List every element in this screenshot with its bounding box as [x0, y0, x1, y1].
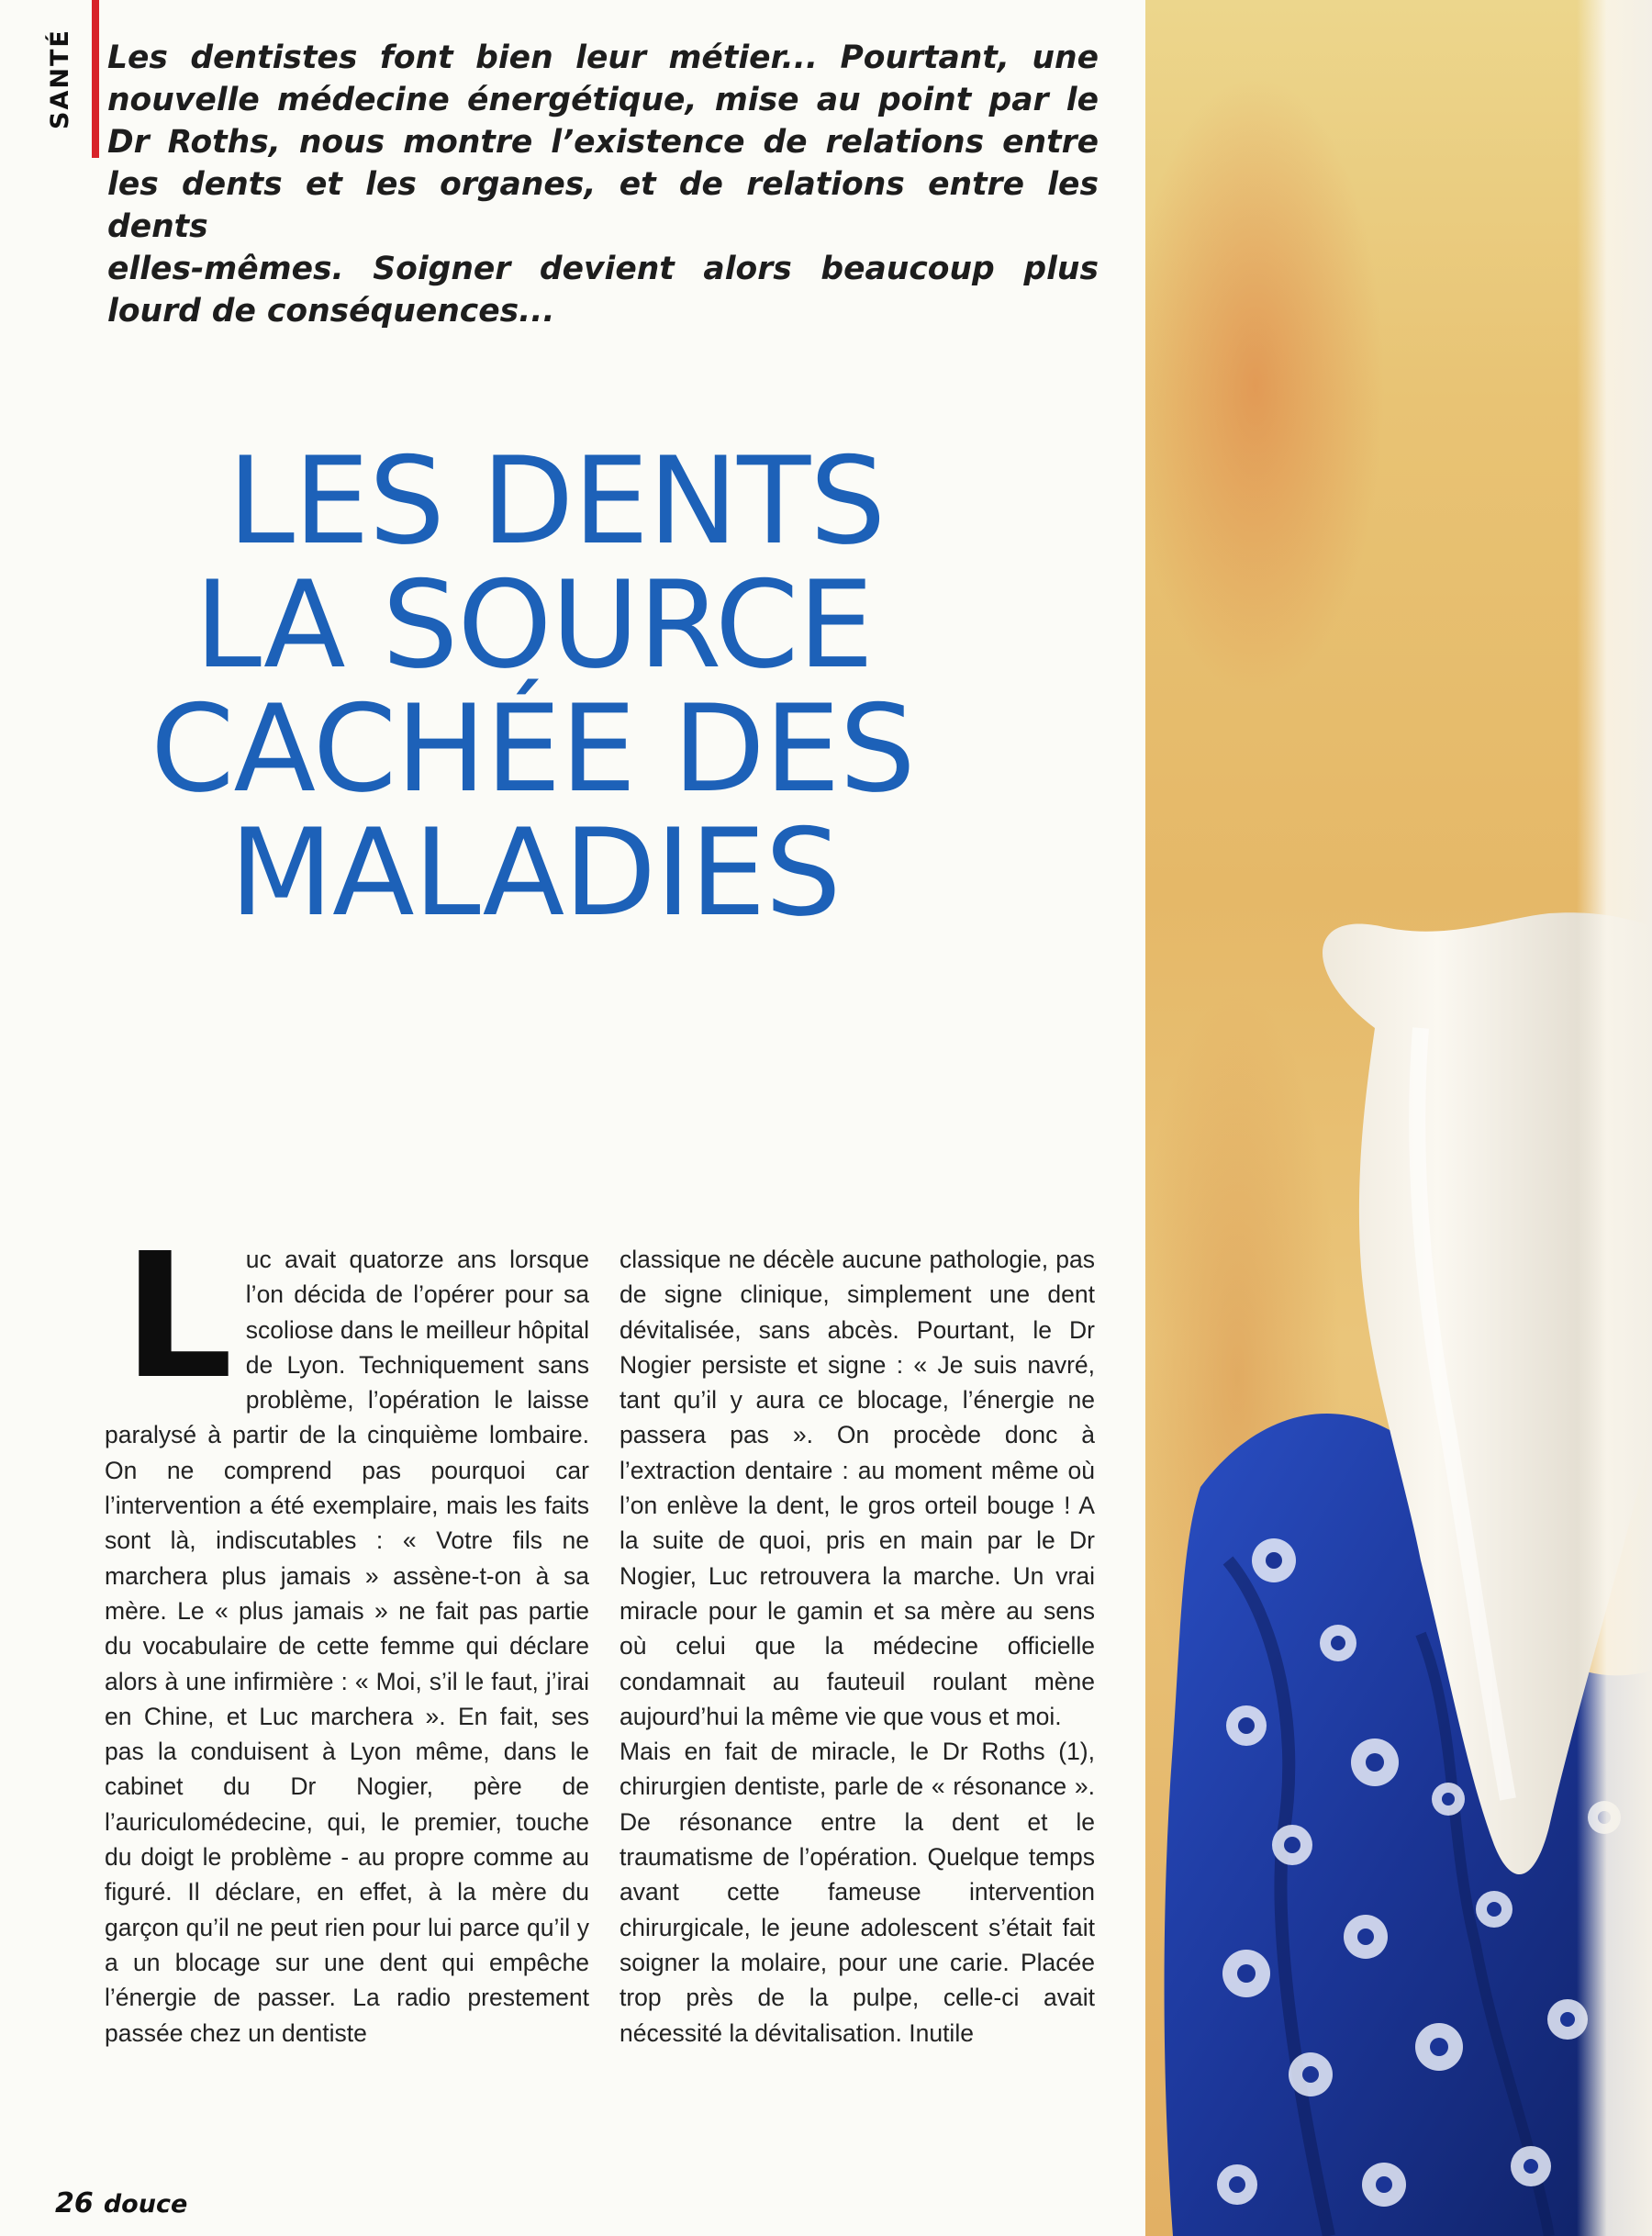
drop-cap: L: [123, 1216, 233, 1417]
tooth-photograph: [1145, 0, 1652, 2236]
headline-line: LA SOURCE: [195, 554, 874, 695]
intro-line: lourd de conséquences...: [107, 293, 555, 330]
magazine-logo: douce: [103, 2190, 188, 2219]
section-label: SANTÉ: [46, 28, 74, 129]
intro-line: Les dentistes font bien leur métier... Pourtant, une: [107, 39, 1099, 76]
article-paragraph: uc avait quatorze ans lorsque l’on décida de l’opérer pour sa scoliose dans le meilleur hôpital de Lyon. Techniquement sans problème, l’opération le laisse paralysé à partir de la cinquième lombaire. On ne comprend pas pourquoi car l’intervention a été exemplaire, mais les faits sont là, indiscutables : « Votre fils ne marchera plus jamais » assène-t-on à sa mère. Le « plus jamais » ne fait pas partie du vocabulaire de cette femme qui déclare alors à une infirmière : « Moi, s’il le faut, j’irai en Chine, et Luc marchera ». En fait, ses pas la conduisent à Lyon même, dans le cabinet du Dr Nogier, père de l’auriculomédecine, qui, le premier, touche du doigt le problème - au propre comme au figuré. Il déclare, en effet, à la mère du garçon qu’il ne peut rien pour lui parce qu’il y a un blocage sur une dent qui empêche l’énergie de passer. La radio prestement passée chez un dentiste: [105, 1246, 589, 2047]
intro-paragraph: [107, 37, 1099, 332]
article-paragraph: Mais en fait de miracle, le Dr Roths (1), chirurgien dentiste, parle de « résonance ». De résonance entre la dent et le traumatisme de l’opération. Quelque temps avant cette fameuse intervention chirurgicale, le jeune adolescent s’était fait soigner la molaire, pour une carie. Placée trop près de la pulpe, celle-ci avait nécessité la dévitalisation. Inutile: [620, 1738, 1095, 2047]
headline-line: CACHÉE DES: [151, 678, 915, 819]
page-footer: [55, 2187, 187, 2224]
article-column-right: [620, 1242, 1095, 2051]
intro-line: Dr Roths, nous montre l’existence de relations entre: [107, 124, 1099, 161]
article-paragraph: classique ne décèle aucune pathologie, pas de signe clinique, simplement une dent dévitalisée, sans abcès. Pourtant, le Dr Nogier persiste et signe : « Je suis navré, tant qu’il y aura ce blocage, l’énergie ne passera pas ». On procède donc à l’extraction dentaire : au moment même où l’on enlève la dent, le gros orteil bouge ! A la suite de quoi, pris en main par le Dr Nogier, Luc retrouvera la marche. Un vrai miracle pour le gamin et sa mère au sens où celui que la médecine officielle condamnait au fauteuil roulant mène aujourd’hui la même vie que vous et moi.: [620, 1246, 1095, 1730]
headline-line: MALADIES: [229, 802, 841, 943]
photo-page-edge: [1577, 0, 1652, 2236]
intro-line: elles-mêmes. Soigner devient alors beaucoup plus: [107, 251, 1099, 287]
section-marker-bar: [92, 0, 99, 158]
intro-line: nouvelle médecine énergétique, mise au point par le: [107, 82, 1099, 118]
intro-line: les dents et les organes, et de relations entre les dents: [107, 166, 1099, 245]
article-headline: [138, 430, 1147, 943]
headline-line: LES DENTS: [228, 430, 886, 571]
article-column-left: [105, 1216, 589, 2051]
page-number: 26: [55, 2187, 94, 2219]
